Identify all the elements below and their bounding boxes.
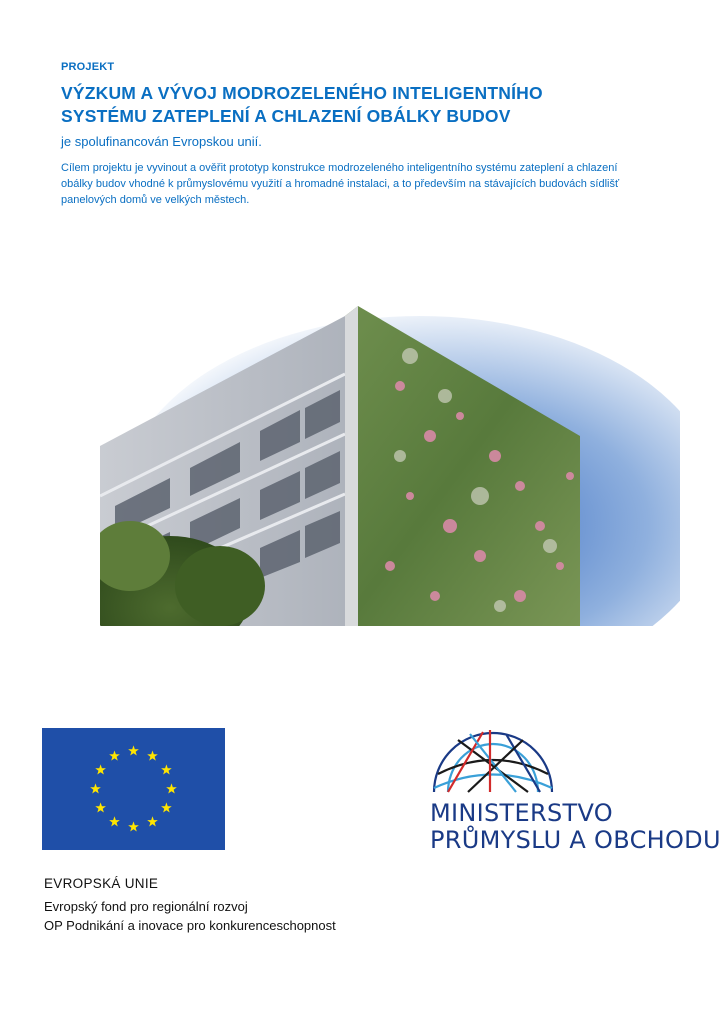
ministry-name-line1: MINISTERSTVO (430, 799, 613, 827)
project-title (61, 82, 661, 128)
project-description: Cílem projektu je vyvinout a ověřit prototyp konstrukce modrozeleného inteligentního systému zateplení a chlazení obálky budov vhodné k průmyslovému využití a hromadné instalaci, a to především na stávajících budovách sídlišť panelových domů ve velkých městech. (61, 162, 620, 206)
green-wall-building-photo (100, 296, 680, 626)
eu-fund-line: Evropský fond pro regionální rozvoj (44, 899, 248, 914)
project-subtitle: je spolufinancován Evropskou unií. (61, 134, 262, 149)
eu-flag (42, 728, 225, 850)
project-title-line1: VÝZKUM A VÝVOJ MODROZELENÉHO INTELIGENTNÍHO (61, 83, 543, 103)
ministry-dome-logo (428, 726, 558, 796)
eu-programme-line: OP Podnikání a inovace pro konkurenceschopnost (44, 918, 336, 933)
ministry-name-line2: PRŮMYSLU A OBCHODU (430, 826, 721, 854)
eu-title: EVROPSKÁ UNIE (44, 876, 159, 891)
project-title-line2: SYSTÉMU ZATEPLENÍ A CHLAZENÍ OBÁLKY BUDOV (61, 106, 511, 126)
ministry-name (430, 800, 721, 854)
project-label: PROJEKT (61, 61, 115, 73)
